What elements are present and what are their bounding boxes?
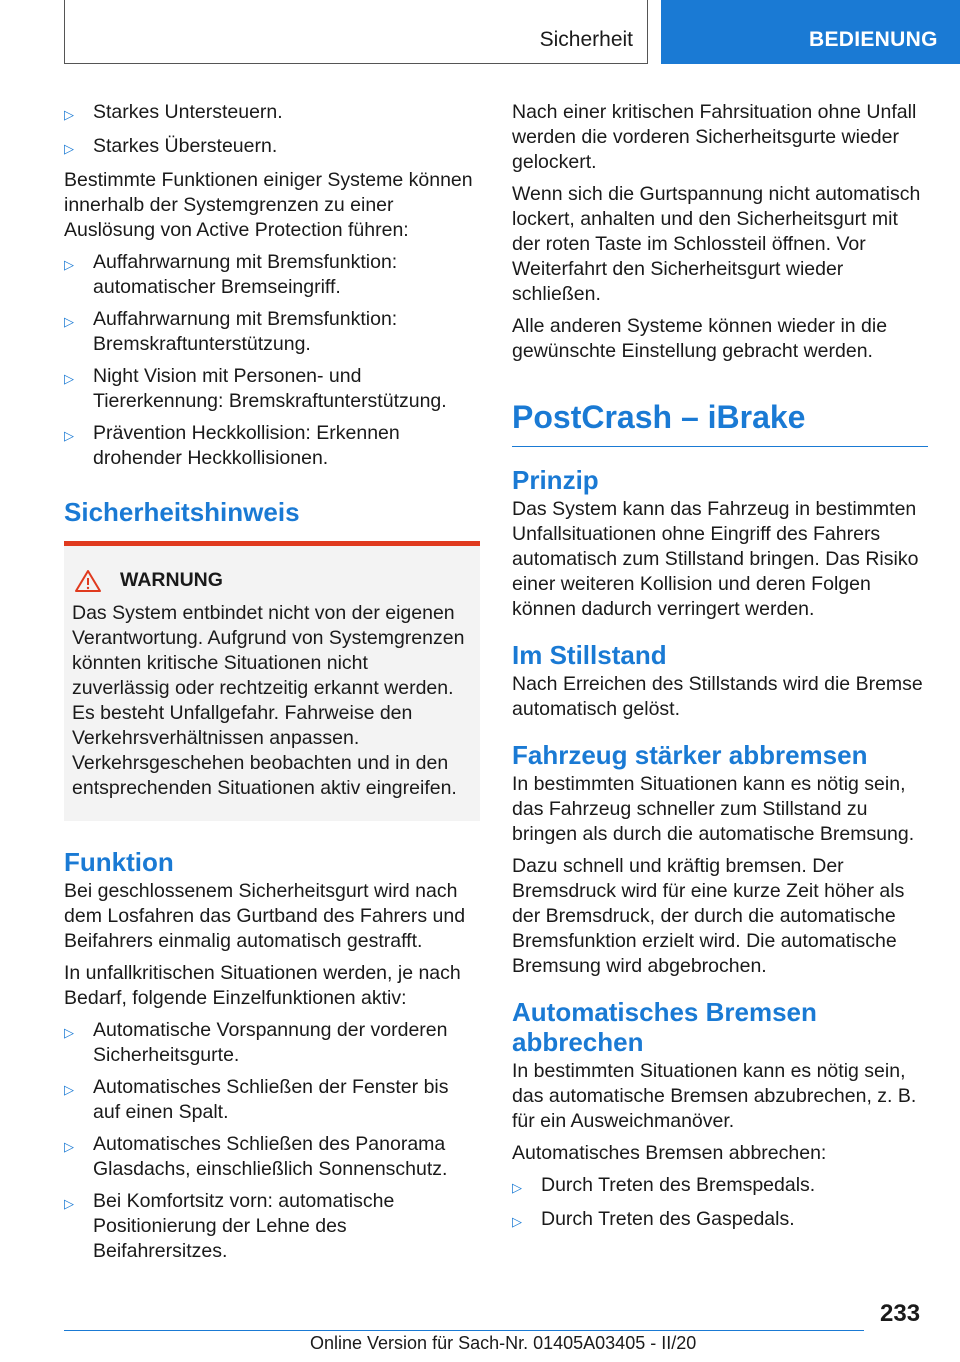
stillstand-heading: Im Stillstand: [512, 640, 667, 670]
list-item: ▷ Automatisches Schließen der Fenster bis auf einen Spalt.: [64, 1076, 449, 1123]
triangle-right-icon: ▷: [64, 107, 74, 122]
triangle-right-icon: ▷: [64, 1082, 74, 1097]
bullet-list-single-functions: [64, 1018, 480, 1264]
triangle-right-icon: ▷: [512, 1214, 522, 1229]
list-item: ▷ Durch Treten des Bremspedals.: [512, 1173, 928, 1200]
footer-divider: [64, 1330, 864, 1331]
paragraph-after-crash: Nach einer kritischen Fahrsituation ohne Unfall werden die vorderen Sicherheitsgurte wieder gelockert.: [512, 101, 917, 173]
warning-label: WARNUNG: [120, 569, 223, 591]
right-column: [512, 100, 928, 1241]
paragraph-belt-release: Wenn sich die Gurtspannung nicht automatisch lockert, anhalten und den Sicherheitsgurt mit der roten Taste im Schlossteil öffnen. Vor Weiterfahrt den Sicherheitsgurt wieder schließen.: [512, 183, 921, 305]
paragraph-other-systems: Alle anderen Systeme können wieder in die gewünschte Einstellung gebracht werden.: [512, 315, 888, 362]
triangle-right-icon: ▷: [512, 1180, 522, 1195]
prinzip-heading: Prinzip: [512, 465, 599, 495]
warning-triangle-icon: [74, 569, 102, 593]
triangle-right-icon: ▷: [64, 371, 74, 386]
function-paragraph-1: Bei geschlossenem Sicherheitsgurt wird nach dem Losfahren das Gurtband des Fahrers und Beifahrers einmalig automatisch gestrafft.: [64, 880, 466, 952]
list-item: ▷ Bei Komfortsitz vorn: automatische Positionierung der Lehne des Beifahrersitzes.: [64, 1190, 395, 1262]
abbremsen-paragraph-2: Dazu schnell und kräftig bremsen. Der Bremsdruck wird für eine kurze Zeit höher als der Bremsdruck, der durch die automatische Bremsfunktion erzielt wird. Die automatische Bremsung wird abgebrochen.: [512, 855, 905, 977]
left-column: [64, 100, 480, 1271]
list-item: ▷ Prävention Heckkollision: Erkennen drohender Heckkollisionen.: [64, 422, 400, 469]
list-item: ▷ Starkes Untersteuern.: [64, 100, 480, 127]
header-section-box: [64, 0, 648, 64]
abbremsen-paragraph-1: In bestimmten Situationen kann es nötig sein, das Fahrzeug schneller zum Stillstand zu bringen als durch die automatische Bremsung.: [512, 773, 915, 845]
abbrechen-paragraph-1: In bestimmten Situationen kann es nötig sein, das automatische Bremsen abzubrechen, z. B. für ein Ausweichmanöver.: [512, 1060, 917, 1132]
triangle-right-icon: ▷: [64, 1025, 74, 1040]
abbremsen-heading: Fahrzeug stärker abbremsen: [512, 740, 868, 770]
list-item: ▷ Automatische Vorspannung der vorderen Sicherheitsgurte.: [64, 1019, 448, 1066]
bullet-list-abbrechen: [512, 1173, 928, 1234]
warning-text: Das System entbindet nicht von der eigenen Verantwortung. Aufgrund von Systemgrenzen könnten kritische Situationen nicht zuverlässig oder rechtzeitig erkannt werden. Es besteht Unfallgefahr. Fahrweise den Verkehrsverhältnissen anpassen. Verkehrsgeschehen beobachten und in den entsprechenden Situationen aktiv eingreifen.: [72, 602, 465, 799]
list-item: ▷ Auffahrwarnung mit Bremsfunktion: automatischer Bremseingriff.: [64, 251, 398, 298]
triangle-right-icon: ▷: [64, 1139, 74, 1154]
list-item: ▷ Durch Treten des Gaspedals.: [512, 1207, 928, 1234]
intro-paragraph: Bestimmte Funktionen einiger Systeme können innerhalb der Systemgrenzen zu einer Auslösung von Active Protection führen:: [64, 169, 473, 241]
list-item: ▷ Auffahrwarnung mit Bremsfunktion: Bremskraftunterstützung.: [64, 308, 398, 355]
bullet-list-functions: [64, 250, 480, 471]
bullet-list-top: [64, 100, 480, 161]
prinzip-text: Das System kann das Fahrzeug in bestimmten Unfallsituationen ohne Eingriff des Fahrers automatisch zum Stillstand bringen. Das Risiko einer weiteren Kollision und deren Folgen können dadurch verringert werden.: [512, 498, 919, 620]
page-number: 233: [880, 1300, 921, 1327]
chapter-tab[interactable]: BEDIENUNG: [661, 0, 960, 64]
function-paragraph-2: In unfallkritischen Situationen werden, je nach Bedarf, folgende Einzelfunktionen aktiv:: [64, 962, 461, 1009]
triangle-right-icon: ▷: [64, 1196, 74, 1211]
warning-header: [74, 568, 470, 593]
triangle-right-icon: ▷: [64, 141, 74, 156]
abbrechen-paragraph-2: Automatisches Bremsen abbrechen:: [512, 1142, 827, 1164]
triangle-right-icon: ▷: [64, 428, 74, 443]
online-version-link[interactable]: Online Version für Sach-Nr. 01405A03405 - II/20: [310, 1333, 697, 1353]
list-item: ▷ Starkes Übersteuern.: [64, 134, 480, 161]
warning-box: [64, 541, 480, 821]
triangle-right-icon: ▷: [64, 257, 74, 272]
triangle-right-icon: ▷: [64, 314, 74, 329]
postcrash-heading: PostCrash – iBrake: [512, 398, 928, 447]
abbrechen-heading: Automatisches Bremsen abbrechen: [512, 997, 817, 1057]
section-title: Sicherheit: [539, 28, 633, 51]
function-heading: Funktion: [64, 847, 174, 877]
stillstand-text: Nach Erreichen des Stillstands wird die Bremse automatisch gelöst.: [512, 673, 923, 720]
list-item: ▷ Night Vision mit Personen- und Tiererkennung: Bremskraftunterstützung.: [64, 365, 447, 412]
safety-heading: Sicherheitshinweis: [64, 497, 300, 527]
list-item: ▷ Automatisches Schließen des Panorama Glasdachs, einschließlich Sonnenschutz.: [64, 1133, 448, 1180]
